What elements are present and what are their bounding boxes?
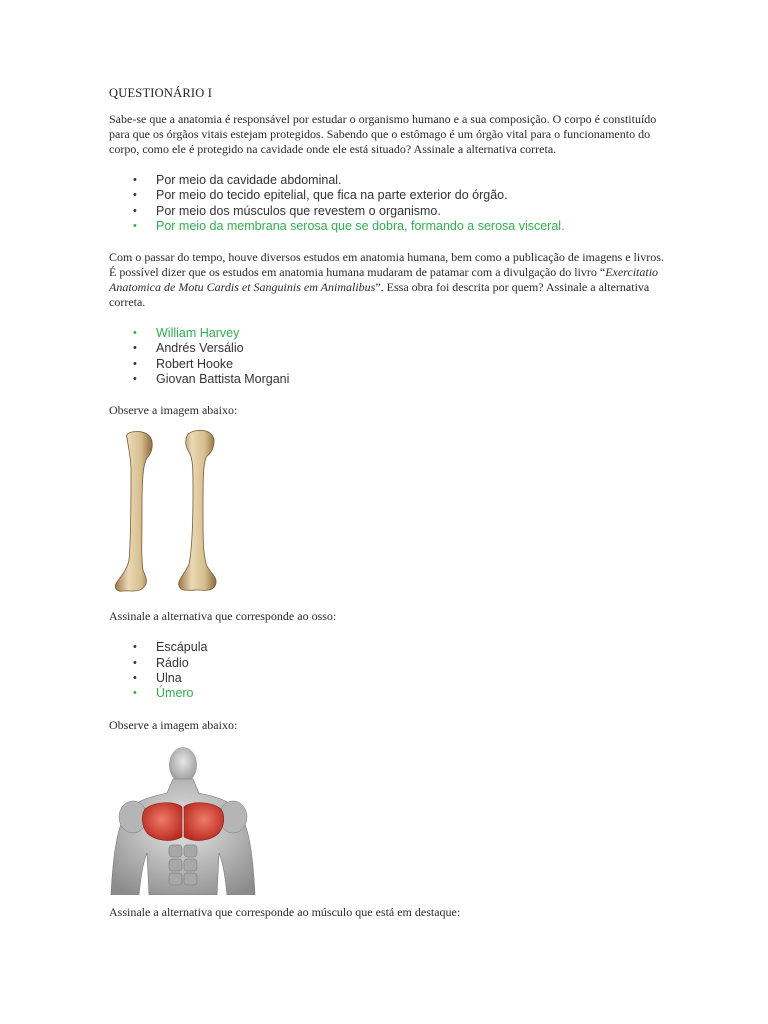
q1-option-1[interactable]: • Por meio da cavidade abdominal. (133, 173, 669, 188)
head (169, 747, 197, 783)
question-1-options (109, 173, 669, 234)
question-1-text: Sabe-se que a anatomia é responsável por estudar o organismo humano e a sua composição. O corpo é constituído para que os órgãos vitais estejam protegidos. Sabendo que o estômago é um órgão vital para o funcionamento do corpo, como ele é protegido na cavidade onde ele está situado? Assinale a alternativa correta. (109, 112, 657, 156)
humerus-right (179, 431, 216, 591)
q2-option-4[interactable]: • Giovan Battista Morgani (133, 372, 669, 387)
q3-option-2[interactable]: • Rádio (133, 656, 669, 671)
q2-option-3[interactable]: • Robert Hooke (133, 357, 669, 372)
document-page (109, 86, 669, 920)
torso-muscle-illustration (109, 745, 257, 895)
q2-option-1-correct[interactable]: • William Harvey (133, 326, 669, 341)
q3-option-1[interactable]: • Escápula (133, 640, 669, 655)
question-2-options (109, 326, 669, 387)
question-3-text: Assinale a alternativa que corresponde ao osso: (109, 609, 337, 624)
document-title: QUESTIONÁRIO I (109, 86, 213, 100)
q3-option-3[interactable]: • Ulna (133, 671, 669, 686)
question-2-text (109, 250, 669, 310)
torso (111, 779, 255, 895)
humerus-left (115, 432, 152, 592)
q1-option-2[interactable]: • Por meio do tecido epitelial, que fica na parte exterior do órgão. (133, 188, 669, 203)
q2-book-title: Exercitatio Anatomica de Motu Cardis et Sanguinis em Animalibus (109, 265, 659, 295)
q2-text-before: Com o passar do tempo, houve diversos estudos em anatomia humana, bem como a publicação de imagens e livros. É possível dizer que os estudos em anatomia humana mudaram de patamar com a divulgação do livro “ (109, 250, 664, 280)
question-3-intro: Observe a imagem abaixo: (109, 403, 238, 418)
q2-text-after: ”. Essa obra foi descrita por quem? Assinale a alternativa correta. (109, 280, 650, 310)
pectoral-muscle-image (109, 745, 257, 895)
question-4-intro: Observe a imagem abaixo: (109, 717, 238, 732)
question-3-options (109, 640, 669, 701)
q1-option-3[interactable]: • Por meio dos músculos que revestem o organismo. (133, 204, 669, 219)
humerus-bones-illustration (109, 430, 229, 595)
question-4-text: Assinale a alternativa que corresponde ao músculo que está em destaque: (109, 904, 461, 919)
q3-option-4-correct[interactable]: • Úmero (133, 686, 669, 701)
q1-option-4-correct[interactable]: • Por meio da membrana serosa que se dobra, formando a serosa visceral. (133, 219, 669, 234)
humerus-image (109, 430, 229, 595)
q2-option-2[interactable]: • Andrés Versálio (133, 341, 669, 356)
